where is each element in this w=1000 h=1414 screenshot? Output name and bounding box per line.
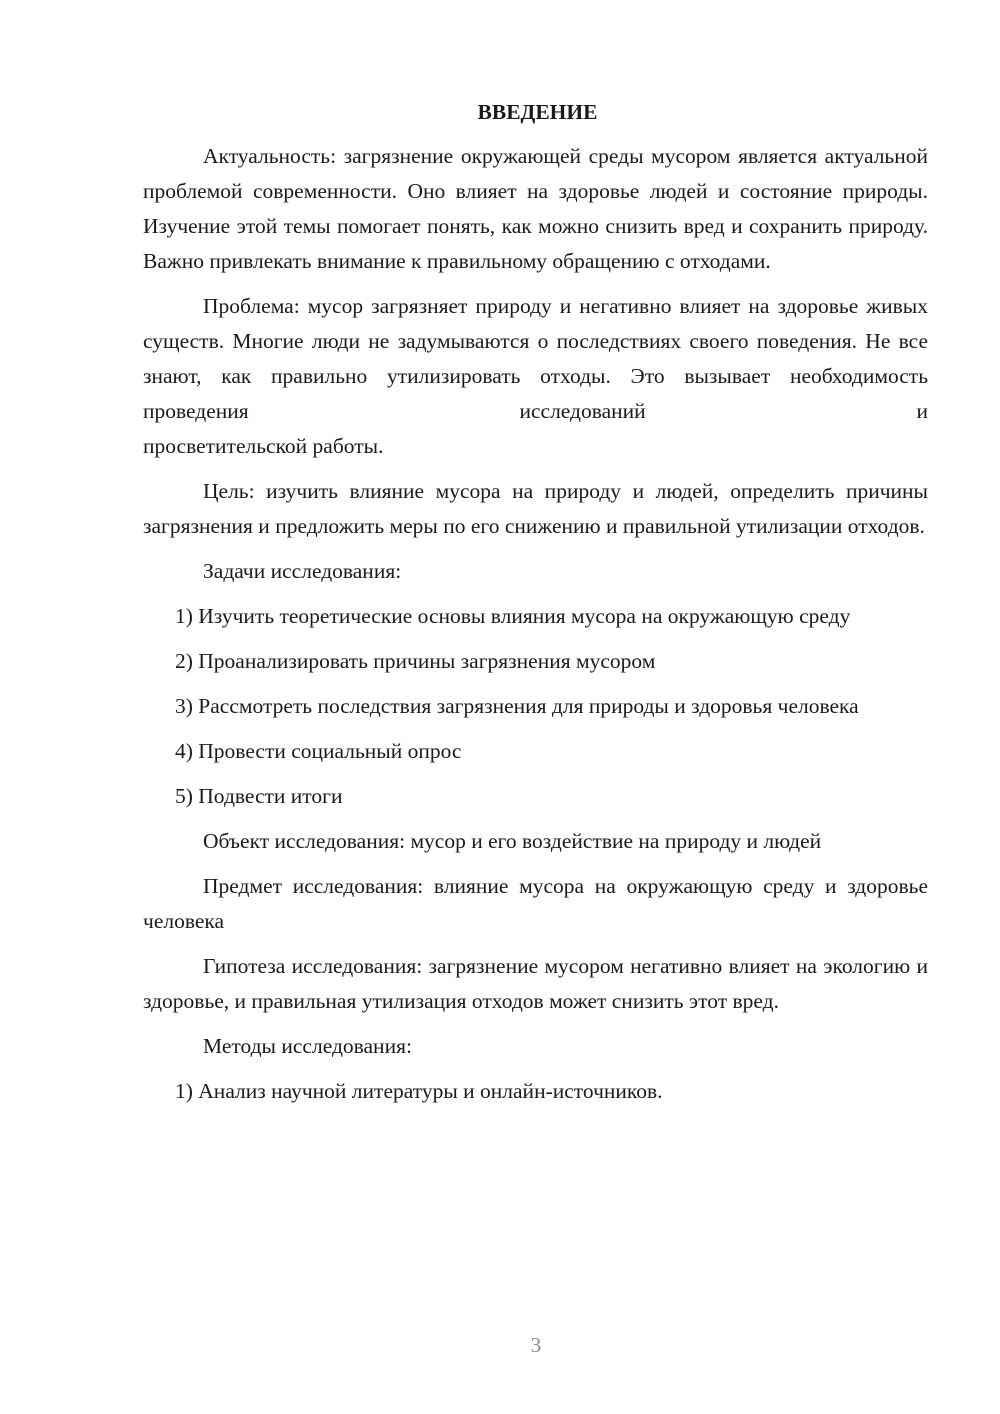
section-heading: ВВЕДЕНИЕ: [477, 100, 598, 124]
goal-paragraph: Цель: изучить влияние мусора на природу и людей, определить причины загрязнения и предложить меры по его снижению и правильной утилизации отходов.: [143, 479, 928, 538]
task-item-2: 2) Проанализировать причины загрязнения мусором: [175, 649, 656, 673]
task-item-3: 3) Рассмотреть последствия загрязнения для природы и здоровья человека: [175, 694, 859, 718]
page-number: 3: [530, 1333, 542, 1357]
problem-paragraph: [143, 289, 928, 464]
hypothesis-paragraph: Гипотеза исследования: загрязнение мусором негативно влияет на экологию и здоровье, и правильная утилизация отходов может снизить этот вред.: [143, 954, 928, 1013]
tasks-title: Задачи исследования:: [203, 559, 402, 583]
methods-title: Методы исследования:: [203, 1034, 412, 1058]
problem-paragraph-main: Проблема: мусор загрязняет природу и негативно влияет на здоровье живых существ. Многие люди не задумываются о последствиях своего поведения. Не все знают, как правильно утилизировать отходы. Это вызывает необходимость проведения исследований и: [143, 294, 928, 423]
object-paragraph: Объект исследования: мусор и его воздействие на природу и людей: [203, 829, 822, 853]
actuality-paragraph: Актуальность: загрязнение окружающей среды мусором является актуальной проблемой современности. Оно влияет на здоровье людей и состояние природы. Изучение этой темы помогает понять, как можно снизить вред и сохранить природу. Важно привлекать внимание к правильному обращению с отходами.: [143, 144, 928, 273]
page-content: [143, 95, 928, 1119]
method-item-1: 1) Анализ научной литературы и онлайн-источников.: [175, 1079, 663, 1103]
task-item-1: 1) Изучить теоретические основы влияния мусора на окружающую среду: [175, 604, 851, 628]
problem-paragraph-end: просветительской работы.: [143, 434, 384, 458]
subject-paragraph: Предмет исследования: влияние мусора на окружающую среду и здоровье человека: [143, 874, 928, 933]
task-item-5: 5) Подвести итоги: [175, 784, 343, 808]
task-item-4: 4) Провести социальный опрос: [175, 739, 462, 763]
